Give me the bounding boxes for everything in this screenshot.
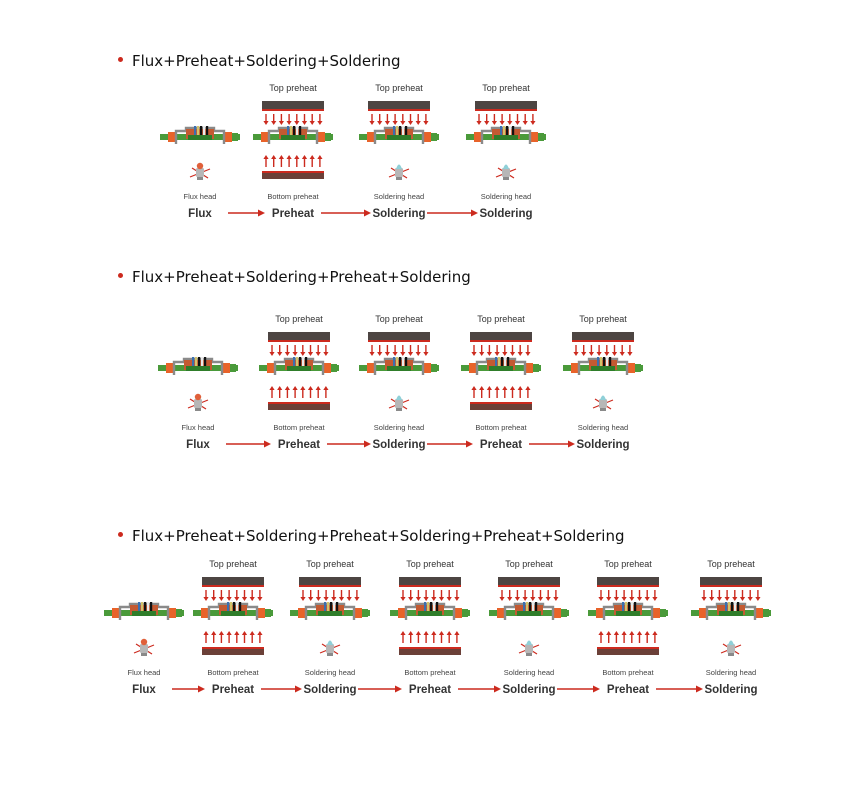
section-title-text: Flux+Preheat+Soldering+Preheat+Soldering — [132, 268, 471, 286]
top-heater-icon — [498, 577, 560, 601]
step-label: Flux — [186, 439, 210, 451]
top-preheat-label: Top preheat — [406, 559, 454, 569]
stage-solder — [487, 559, 571, 704]
flux-nozzle-icon — [188, 394, 208, 411]
top-heater-icon — [475, 101, 537, 125]
step-label: Soldering — [704, 684, 758, 696]
stage-graphic — [561, 314, 645, 418]
top-preheat-label: Top preheat — [269, 83, 317, 93]
pcb-assembly — [259, 357, 339, 375]
stage-flux — [156, 314, 240, 459]
top-preheat-label: Top preheat — [275, 314, 323, 324]
pcb-assembly — [290, 602, 370, 620]
step-label: Preheat — [211, 684, 255, 696]
bottom-heater-icon — [268, 386, 330, 410]
solder-nozzle-icon — [721, 641, 741, 657]
top-preheat-label: Top preheat — [375, 314, 423, 324]
bullet-icon — [118, 273, 123, 278]
stage-graphic — [158, 83, 242, 187]
pcb-assembly — [193, 602, 273, 620]
stage-graphic — [459, 314, 543, 418]
stage-preheat — [191, 559, 275, 704]
head-label: Flux head — [183, 192, 217, 201]
top-heater-icon — [597, 577, 659, 601]
head-label: Bottom preheat — [475, 423, 527, 432]
bottom-heater-icon — [202, 631, 264, 655]
pcb-assembly — [466, 126, 546, 144]
top-heater-icon — [299, 577, 361, 601]
stage-preheat — [251, 83, 335, 228]
stage-graphic — [156, 314, 240, 418]
top-heater-icon — [700, 577, 762, 601]
stage-preheat — [586, 559, 670, 704]
pcb-assembly — [160, 126, 240, 144]
stage-flux — [158, 83, 242, 228]
section-title-text: Flux+Preheat+Soldering+Preheat+Soldering+Preheat+Soldering — [132, 527, 625, 545]
pcb-assembly — [461, 357, 541, 375]
section-title — [118, 52, 401, 70]
step-label: Preheat — [408, 684, 452, 696]
solder-nozzle-icon — [320, 641, 340, 657]
head-label: Soldering head — [705, 668, 757, 677]
step-label: Flux — [188, 208, 212, 220]
top-preheat-label: Top preheat — [707, 559, 755, 569]
step-label: Preheat — [277, 439, 321, 451]
stage-graphic — [357, 83, 441, 187]
stage-graphic — [689, 559, 773, 663]
solder-nozzle-icon — [496, 165, 516, 181]
top-preheat-label: Top preheat — [375, 83, 423, 93]
solder-nozzle-icon — [389, 396, 409, 412]
top-heater-icon — [368, 101, 430, 125]
pcb-assembly — [359, 357, 439, 375]
stage-graphic — [464, 83, 548, 187]
stage-graphic — [257, 314, 341, 418]
stage-preheat — [388, 559, 472, 704]
step-label: Soldering — [372, 439, 426, 451]
top-heater-icon — [368, 332, 430, 356]
section-title — [118, 268, 471, 286]
stage-solder — [464, 83, 548, 228]
bullet-icon — [118, 57, 123, 62]
solder-nozzle-icon — [389, 165, 409, 181]
pcb-assembly — [588, 602, 668, 620]
pcb-assembly — [359, 126, 439, 144]
head-label: Soldering head — [373, 192, 425, 201]
pcb-assembly — [253, 126, 333, 144]
section-title-text: Flux+Preheat+Soldering+Soldering — [132, 52, 401, 70]
pcb-assembly — [489, 602, 569, 620]
top-preheat-label: Top preheat — [209, 559, 257, 569]
stage-graphic — [586, 559, 670, 663]
solder-nozzle-icon — [519, 641, 539, 657]
bottom-heater-icon — [597, 631, 659, 655]
pcb-assembly — [390, 602, 470, 620]
stage-preheat — [257, 314, 341, 459]
top-heater-icon — [572, 332, 634, 356]
head-label: Soldering head — [373, 423, 425, 432]
stage-graphic — [288, 559, 372, 663]
stage-solder — [288, 559, 372, 704]
step-label: Flux — [132, 684, 156, 696]
stage-graphic — [251, 83, 335, 187]
head-label: Bottom preheat — [207, 668, 259, 677]
head-label: Flux head — [181, 423, 215, 432]
step-label: Soldering — [479, 208, 533, 220]
stage-solder — [357, 314, 441, 459]
step-label: Soldering — [576, 439, 630, 451]
stage-solder — [357, 83, 441, 228]
head-label: Bottom preheat — [602, 668, 654, 677]
step-label: Soldering — [303, 684, 357, 696]
stage-graphic — [102, 559, 186, 663]
step-label: Preheat — [271, 208, 315, 220]
stage-flux — [102, 559, 186, 704]
step-label: Soldering — [372, 208, 426, 220]
top-preheat-label: Top preheat — [477, 314, 525, 324]
head-label: Soldering head — [577, 423, 629, 432]
head-label: Bottom preheat — [267, 192, 319, 201]
pcb-assembly — [563, 357, 643, 375]
top-preheat-label: Top preheat — [482, 83, 530, 93]
stage-graphic — [487, 559, 571, 663]
step-label: Preheat — [479, 439, 523, 451]
bullet-icon — [118, 532, 123, 537]
stage-graphic — [388, 559, 472, 663]
top-heater-icon — [262, 101, 324, 125]
head-label: Bottom preheat — [404, 668, 456, 677]
pcb-assembly — [158, 357, 238, 375]
solder-nozzle-icon — [593, 396, 613, 412]
top-preheat-label: Top preheat — [579, 314, 627, 324]
pcb-assembly — [104, 602, 184, 620]
bottom-heater-icon — [399, 631, 461, 655]
bottom-heater-icon — [470, 386, 532, 410]
stage-solder — [689, 559, 773, 704]
stage-preheat — [459, 314, 543, 459]
bottom-heater-icon — [262, 155, 324, 179]
top-preheat-label: Top preheat — [505, 559, 553, 569]
flux-nozzle-icon — [134, 639, 154, 656]
stage-graphic — [357, 314, 441, 418]
pcb-assembly — [691, 602, 771, 620]
flux-nozzle-icon — [190, 163, 210, 180]
top-heater-icon — [399, 577, 461, 601]
top-heater-icon — [268, 332, 330, 356]
top-preheat-label: Top preheat — [604, 559, 652, 569]
top-heater-icon — [470, 332, 532, 356]
step-label: Soldering — [502, 684, 556, 696]
section-title — [118, 527, 625, 545]
head-label: Soldering head — [480, 192, 532, 201]
stage-graphic — [191, 559, 275, 663]
top-heater-icon — [202, 577, 264, 601]
stage-solder — [561, 314, 645, 459]
head-label: Soldering head — [503, 668, 555, 677]
step-label: Preheat — [606, 684, 650, 696]
top-preheat-label: Top preheat — [306, 559, 354, 569]
head-label: Soldering head — [304, 668, 356, 677]
head-label: Flux head — [127, 668, 161, 677]
head-label: Bottom preheat — [273, 423, 325, 432]
